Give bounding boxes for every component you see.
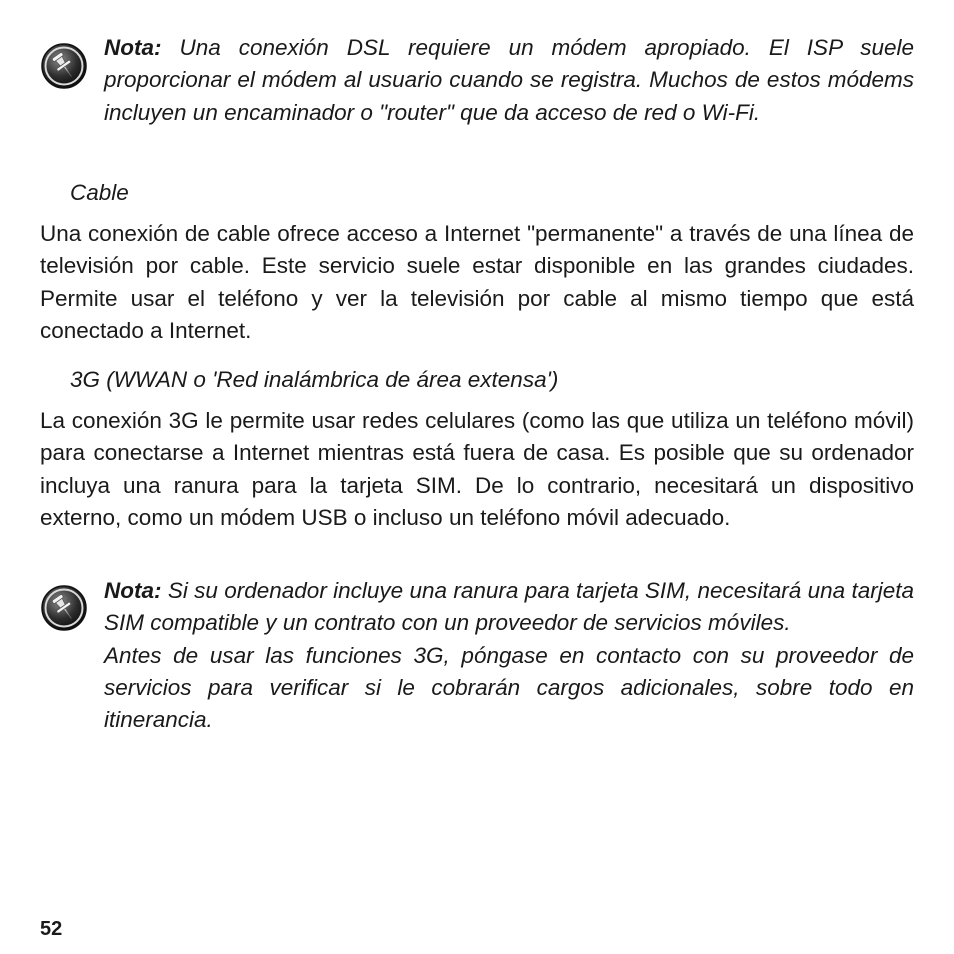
3g-paragraph: La conexión 3G le permite usar redes celulares (como las que utiliza un teléfono móvil) para conectarse a Internet mientras está fuera de casa. Es posible que su ordenador incluya una ranura para la tarjeta SIM. De lo contrario, necesitará un dispositivo externo, como un módem USB o incluso un teléfono móvil adecuado. [40, 408, 914, 530]
cable-heading: Cable [70, 180, 129, 205]
note-1-label: Nota: [104, 35, 162, 60]
note-2-text [104, 575, 914, 736]
note-2-body: Si su ordenador incluye una ranura para tarjeta SIM, necesitará una tarjeta SIM compatible y un contrato con un proveedor de servicios móviles. [104, 578, 914, 636]
note-2-body-2: Antes de usar las funciones 3G, póngase en contacto con su proveedor de servicios para verificar si le cobrarán cargos adicionales, sobre todo en itinerancia. [104, 642, 914, 733]
note-1-text [104, 32, 914, 129]
pushpin-icon [40, 42, 88, 90]
pushpin-icon [40, 584, 88, 632]
page-number: 52 [40, 918, 63, 940]
cable-paragraph: Una conexión de cable ofrece acceso a Internet "permanente" a través de una línea de televisión por cable. Este servicio suele estar disponible en las grandes ciudades. Permite usar el teléfono y ver la televisión por cable al mismo tiempo que está conectado a Internet. [40, 221, 914, 343]
3g-heading: 3G (WWAN o 'Red inalámbrica de área extensa') [70, 367, 559, 392]
note-2-label: Nota: [104, 578, 162, 603]
note-1-body: Una conexión DSL requiere un módem apropiado. El ISP suele proporcionar el módem al usuario cuando se registra. Muchos de estos módems incluyen un encaminador o "router" que da acceso de red o Wi-Fi. [104, 35, 914, 125]
